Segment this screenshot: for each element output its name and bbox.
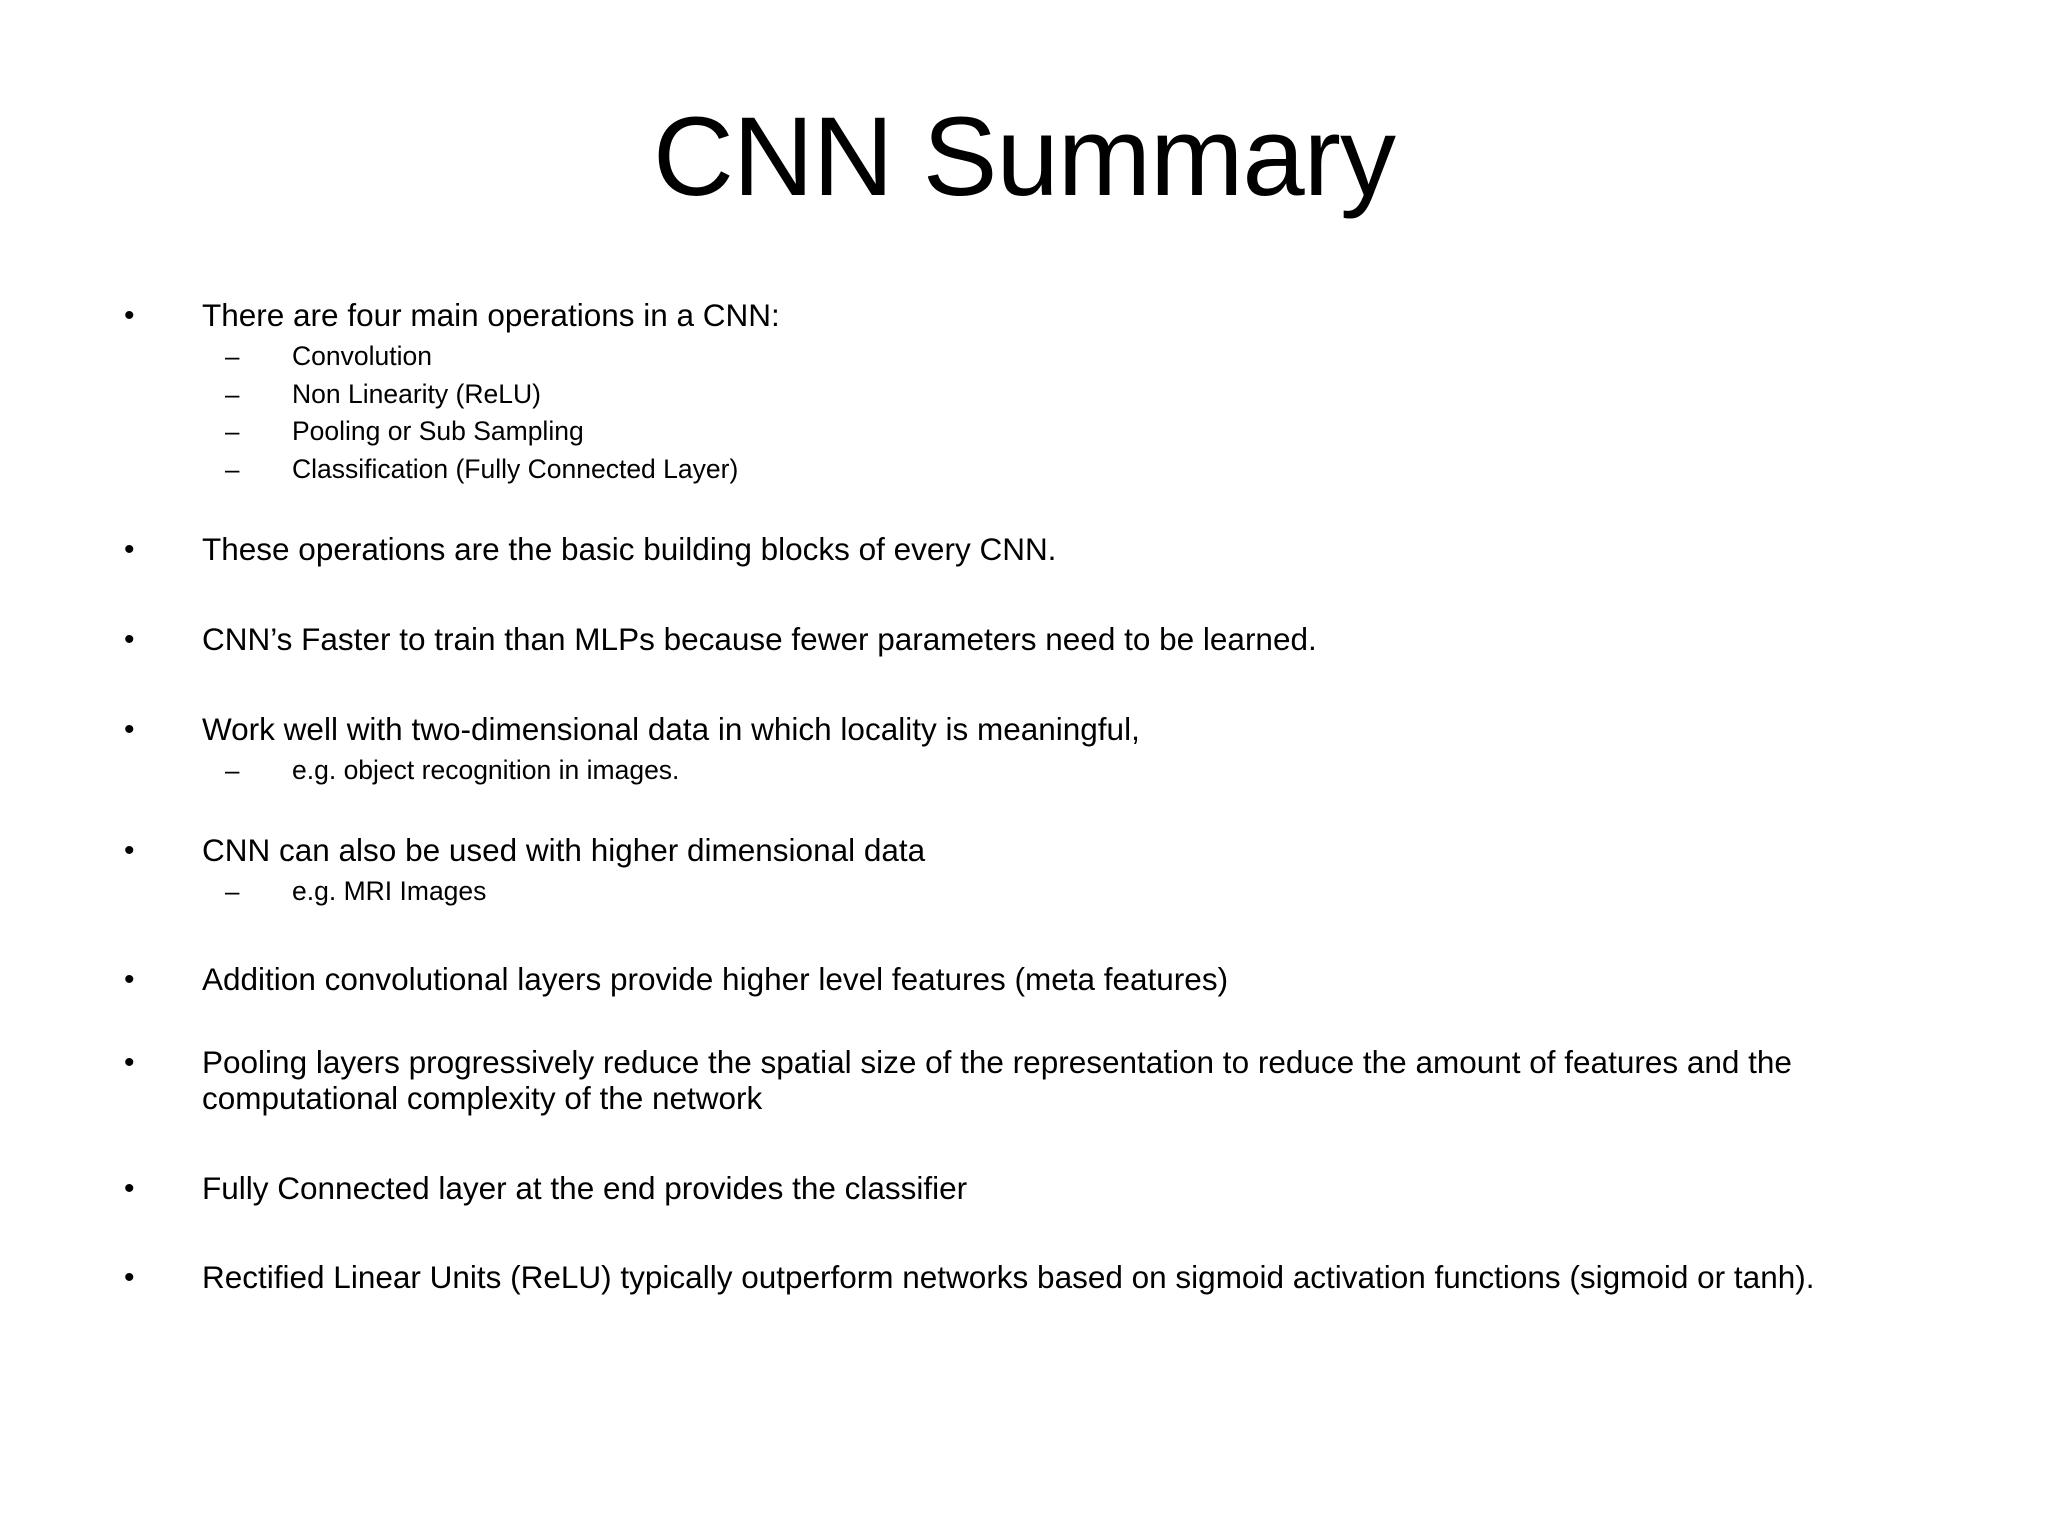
bullet-icon: • [124, 713, 135, 746]
bullet-text: Fully Connected layer at the end provides the classifier [202, 1170, 968, 1206]
dash-icon: – [225, 379, 240, 409]
dash-icon: – [225, 755, 240, 785]
bullet-text: Work well with two-dimensional data in which locality is meaningful, [202, 711, 1140, 747]
bullet-text: These operations are the basic building blocks of every CNN. [202, 531, 1057, 567]
bullet-icon: • [124, 1261, 135, 1294]
bullet-text: CNN’s Faster to train than MLPs because fewer parameters need to be learned. [202, 621, 1317, 657]
dash-icon: – [225, 416, 240, 446]
bullet-icon: • [124, 1046, 135, 1079]
dash-icon: – [225, 454, 240, 484]
sub-text: Pooling or Sub Sampling [292, 416, 584, 446]
sub-text: Convolution [292, 341, 432, 371]
bullet-text: There are four main operations in a CNN: [202, 297, 780, 333]
sub-text: Non Linearity (ReLU) [292, 379, 541, 409]
bullet-text: Rectified Linear Units (ReLU) typically outperform networks based on sigmoid activation functions (sigmoid or tanh). [202, 1259, 1815, 1295]
bullet-text: Addition convolutional layers provide higher level features (meta features) [202, 961, 1229, 997]
slide-title: CNN Summary [653, 94, 1395, 219]
bullet-icon: • [124, 963, 135, 996]
dash-icon: – [225, 341, 240, 371]
bullet-text: Pooling layers progressively reduce the spatial size of the representation to reduce the amount of features and the computational complexity of the network [202, 1044, 1792, 1116]
sub-text: e.g. object recognition in images. [292, 755, 680, 785]
bullet-icon: • [124, 299, 135, 332]
sub-text: Classification (Fully Connected Layer) [292, 454, 739, 484]
bullet-text: CNN can also be used with higher dimensional data [202, 832, 926, 868]
bullet-icon: • [124, 1172, 135, 1205]
sub-text: e.g. MRI Images [292, 876, 487, 906]
bullet-icon: • [124, 533, 135, 566]
bullet-icon: • [124, 834, 135, 867]
bullet-icon: • [124, 623, 135, 656]
dash-icon: – [225, 876, 240, 906]
